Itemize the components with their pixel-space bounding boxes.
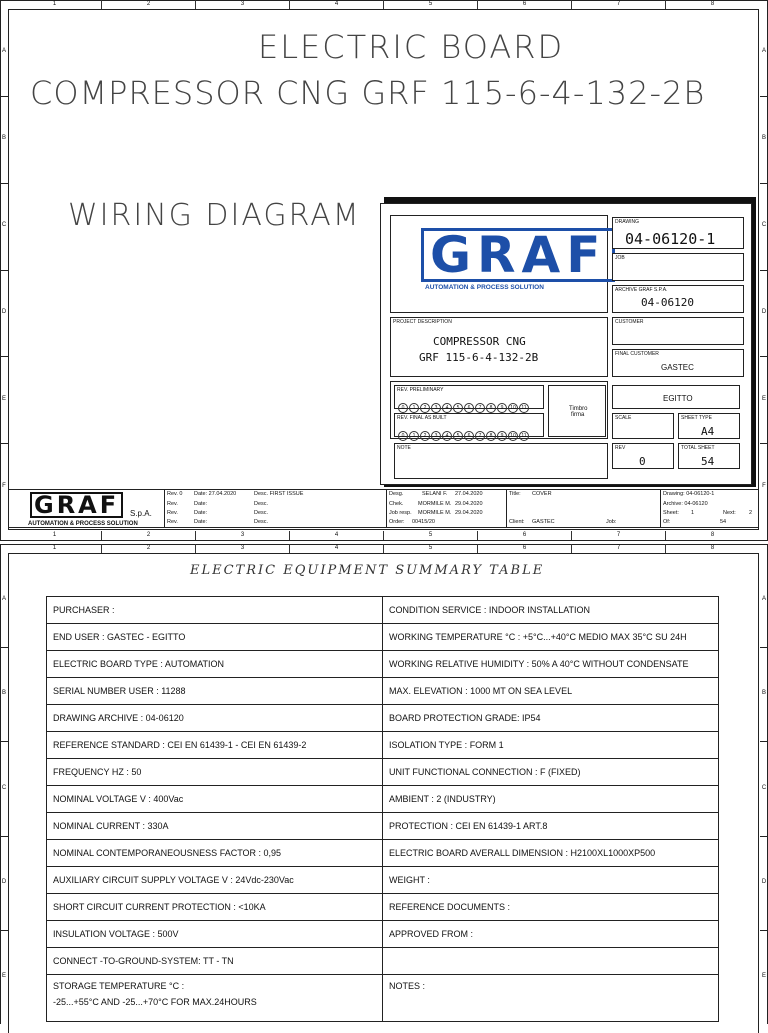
footer-date3: Date: bbox=[194, 519, 208, 525]
project-description-box bbox=[390, 317, 608, 377]
footer-client-value: GASTEC bbox=[532, 519, 555, 525]
table-row bbox=[47, 759, 719, 786]
summary-right-cell: CONDITION SERVICE : INDOOR INSTALLATION bbox=[383, 597, 719, 624]
project-line2: GRF 115-6-4-132-2B bbox=[419, 351, 539, 364]
rev-final-label: REV. FINAL AS BUILT bbox=[397, 415, 447, 421]
table-row bbox=[47, 678, 719, 705]
rev-circle: 9 bbox=[497, 403, 507, 413]
rev-box bbox=[612, 443, 674, 469]
table-row bbox=[47, 894, 719, 921]
footer-divider-4 bbox=[660, 489, 661, 527]
table-row bbox=[47, 651, 719, 678]
archive-number: 04-06120 bbox=[641, 296, 694, 309]
rev-final-box bbox=[394, 413, 544, 437]
row-marker: D bbox=[1, 308, 7, 315]
row-marker: C bbox=[1, 784, 7, 791]
column-marker: 3 bbox=[195, 531, 289, 540]
summary-left-cell: INSULATION VOLTAGE : 500V bbox=[47, 921, 383, 948]
column-marker: 1 bbox=[52, 532, 57, 538]
final-customer-label: FINAL CUSTOMER bbox=[615, 351, 659, 357]
footer-chek-name: MORMILE M. bbox=[418, 501, 452, 507]
row-marker: A bbox=[1, 596, 6, 603]
notes-cell bbox=[383, 975, 719, 1022]
row-tick bbox=[0, 443, 8, 444]
table-row bbox=[47, 786, 719, 813]
row-marker: B bbox=[761, 690, 766, 697]
row-marker: A bbox=[1, 48, 6, 55]
job-box bbox=[612, 253, 744, 281]
logo-box bbox=[390, 215, 608, 313]
summary-left-cell: NOMINAL CURRENT : 330A bbox=[47, 813, 383, 840]
summary-right-cell: WORKING TEMPERATURE °C : +5°C...+40°C MEDIO MAX 35°C SU 24H bbox=[383, 624, 719, 651]
column-marker: 5 bbox=[383, 0, 477, 9]
stamp-label-1: Timbro bbox=[569, 406, 588, 412]
rev-circle: 3 bbox=[431, 403, 441, 413]
row-marker: B bbox=[1, 135, 6, 142]
column-ruler-top bbox=[8, 0, 759, 9]
summary-right-cell bbox=[383, 948, 719, 975]
scale-box bbox=[612, 413, 674, 439]
summary-left-cell: DRAWING ARCHIVE : 04-06120 bbox=[47, 705, 383, 732]
footer-job-label: Job: bbox=[606, 519, 617, 525]
row-marker: C bbox=[761, 222, 767, 229]
egitto-value: EGITTO bbox=[663, 394, 693, 403]
rev-circle: 2 bbox=[420, 431, 430, 441]
row-tick bbox=[760, 183, 768, 184]
footer-rev0-desc: Desc. FIRST ISSUE bbox=[254, 491, 304, 497]
row-tick bbox=[0, 183, 8, 184]
footer-top-line bbox=[8, 489, 759, 490]
rev-circle: 9 bbox=[497, 431, 507, 441]
footer-date1: Date: bbox=[194, 501, 208, 507]
row-marker: A bbox=[761, 48, 766, 55]
row-marker: B bbox=[1, 690, 6, 697]
row-tick bbox=[0, 270, 8, 271]
rev-circle: 8 bbox=[486, 431, 496, 441]
footer-order-value: 00415/20 bbox=[412, 519, 435, 525]
graf-logo: GRAF bbox=[421, 228, 615, 282]
column-marker: 6 bbox=[477, 544, 571, 553]
summary-left-cell: PURCHASER : bbox=[47, 597, 383, 624]
final-customer-value: GASTEC bbox=[661, 363, 694, 372]
column-marker: 3 bbox=[195, 544, 289, 553]
row-tick bbox=[0, 741, 8, 742]
footer-sheet-value: 1 bbox=[691, 510, 695, 516]
rev-circle: 8 bbox=[486, 403, 496, 413]
column-marker: 4 bbox=[289, 0, 383, 9]
row-marker: D bbox=[761, 308, 767, 315]
row-marker: A bbox=[761, 596, 766, 603]
table-row bbox=[47, 597, 719, 624]
summary-left-cell: ELECTRIC BOARD TYPE : AUTOMATION bbox=[47, 651, 383, 678]
drawing-label: DRAWING bbox=[615, 219, 639, 225]
rev-value: 0 bbox=[639, 455, 646, 468]
summary-right-cell: MAX. ELEVATION : 1000 MT ON SEA LEVEL bbox=[383, 678, 719, 705]
cover-title-line1: ELECTRIC BOARD bbox=[258, 28, 565, 66]
scale-label: SCALE bbox=[615, 415, 632, 421]
footer-title-label: Title: bbox=[509, 491, 521, 497]
column-ruler-bottom bbox=[8, 531, 759, 540]
row-marker: C bbox=[761, 784, 767, 791]
table-row bbox=[47, 867, 719, 894]
column-marker: 6 bbox=[477, 0, 571, 9]
storage-line1: STORAGE TEMPERATURE °C : bbox=[53, 981, 185, 991]
footer-graf-logo: GRAF bbox=[30, 492, 123, 518]
note-box bbox=[394, 443, 608, 479]
table-row bbox=[47, 921, 719, 948]
summary-right-cell: ELECTRIC BOARD AVERALL DIMENSION : H2100XL1000XP500 bbox=[383, 840, 719, 867]
rev-circle: 6 bbox=[464, 431, 474, 441]
row-marker: F bbox=[2, 482, 6, 489]
summary-table bbox=[46, 596, 719, 1022]
column-marker: 2 bbox=[101, 544, 195, 553]
row-marker: E bbox=[1, 972, 6, 979]
footer-desc3: Desc. bbox=[254, 519, 269, 525]
logo-tagline: AUTOMATION & PROCESS SOLUTION bbox=[425, 284, 544, 291]
row-tick bbox=[760, 836, 768, 837]
job-label: JOB bbox=[615, 255, 625, 261]
summary-right-cell: WEIGHT : bbox=[383, 867, 719, 894]
column-marker: 4 bbox=[289, 544, 383, 553]
summary-right-cell: ISOLATION TYPE : FORM 1 bbox=[383, 732, 719, 759]
footer-order: Order: bbox=[389, 519, 405, 525]
summary-left-cell: CONNECT -TO-GROUND-SYSTEM: TT - TN bbox=[47, 948, 383, 975]
rev-circle: 7 bbox=[475, 431, 485, 441]
row-tick bbox=[0, 356, 8, 357]
summary-left-cell: AUXILIARY CIRCUIT SUPPLY VOLTAGE V : 24Vdc-230Vac bbox=[47, 867, 383, 894]
summary-right-cell: APPROVED FROM : bbox=[383, 921, 719, 948]
column-marker: 6 bbox=[477, 531, 571, 540]
cover-subtitle: WIRING DIAGRAM bbox=[68, 198, 361, 233]
row-marker: E bbox=[761, 395, 766, 402]
rev-circle: 3 bbox=[431, 431, 441, 441]
footer-date2: Date: bbox=[194, 510, 208, 516]
archive-box bbox=[612, 285, 744, 313]
footer-desc1: Desc. bbox=[254, 501, 269, 507]
row-tick bbox=[760, 96, 768, 97]
column-marker: 3 bbox=[195, 0, 289, 9]
footer-spa: S.p.A. bbox=[130, 509, 152, 518]
stamp-label-2: firma bbox=[571, 412, 585, 418]
table-row bbox=[47, 813, 719, 840]
footer-rev0-date: Date: 27.04.2020 bbox=[194, 491, 237, 497]
customer-box bbox=[612, 317, 744, 345]
project-label: PROJECT DESCRIPTION bbox=[393, 319, 452, 325]
row-tick bbox=[760, 443, 768, 444]
rev-circle: 5 bbox=[453, 403, 463, 413]
row-tick bbox=[760, 356, 768, 357]
table-row bbox=[47, 705, 719, 732]
column-marker: 7 bbox=[571, 0, 665, 9]
row-tick bbox=[0, 96, 8, 97]
sheet-type-label: SHEET TYPE bbox=[681, 415, 712, 421]
footer-desg: Desg. bbox=[389, 491, 404, 497]
sheet-type-box bbox=[678, 413, 740, 439]
footer-client-label: Client: bbox=[509, 519, 525, 525]
total-sheet-value: 54 bbox=[701, 455, 715, 468]
row-tick bbox=[0, 836, 8, 837]
rev-circle: 10 bbox=[508, 431, 518, 441]
row-tick bbox=[760, 741, 768, 742]
rev-circle: 1 bbox=[409, 403, 419, 413]
rev-circle: 4 bbox=[442, 403, 452, 413]
table-row bbox=[47, 732, 719, 759]
summary-right-cell: UNIT FUNCTIONAL CONNECTION : F (FIXED) bbox=[383, 759, 719, 786]
rev-circle: 11 bbox=[519, 431, 529, 441]
rev-circle: 6 bbox=[464, 403, 474, 413]
row-marker: D bbox=[761, 878, 767, 885]
rev-preliminary-circles bbox=[398, 396, 530, 414]
storage-line2: -25...+55°C AND -25...+70°C FOR MAX.24HOURS bbox=[53, 997, 257, 1007]
archive-label: ARCHIVE GRAF S.P.A. bbox=[615, 287, 668, 293]
rev-preliminary-label: REV. PRELIMINARY bbox=[397, 387, 444, 393]
column-marker: 5 bbox=[383, 544, 477, 553]
note-label: NOTE bbox=[397, 445, 411, 451]
footer-archive: Archive: 04-06120 bbox=[663, 501, 708, 507]
summary-left-cell: FREQUENCY HZ : 50 bbox=[47, 759, 383, 786]
total-sheet-label: TOTAL SHEET bbox=[681, 445, 715, 451]
summary-left-cell: REFERENCE STANDARD : CEI EN 61439-1 - CEI EN 61439-2 bbox=[47, 732, 383, 759]
column-marker: 1 bbox=[52, 545, 57, 551]
summary-left-cell: SERIAL NUMBER USER : 11288 bbox=[47, 678, 383, 705]
rev-circle: 10 bbox=[508, 403, 518, 413]
rev-preliminary-box bbox=[394, 385, 544, 409]
footer-desc2: Desc. bbox=[254, 510, 269, 516]
row-tick bbox=[0, 647, 8, 648]
footer-desg-date: 27.04.2020 bbox=[455, 491, 483, 497]
sheet-type-value: A4 bbox=[701, 425, 715, 438]
column-marker: 4 bbox=[289, 531, 383, 540]
row-marker: E bbox=[761, 972, 766, 979]
footer-sheet-label: Sheet: bbox=[663, 510, 679, 516]
footer-job-resp: Job resp. bbox=[389, 510, 412, 516]
summary-right-cell: PROTECTION : CEI EN 61439-1 ART.8 bbox=[383, 813, 719, 840]
column-marker: 7 bbox=[571, 531, 665, 540]
footer-chek-date: 29.04.2020 bbox=[455, 501, 483, 507]
column-marker: 2 bbox=[101, 0, 195, 9]
row-tick bbox=[760, 647, 768, 648]
rev-final-circles bbox=[398, 424, 530, 442]
summary-right-cell: REFERENCE DOCUMENTS : bbox=[383, 894, 719, 921]
row-marker: F bbox=[762, 482, 766, 489]
footer-divider-1 bbox=[164, 489, 165, 527]
row-marker: D bbox=[1, 878, 7, 885]
row-tick bbox=[0, 930, 8, 931]
table-row bbox=[47, 840, 719, 867]
rev-circle: 0 bbox=[398, 403, 408, 413]
summary-left-cell: SHORT CIRCUIT CURRENT PROTECTION : <10KA bbox=[47, 894, 383, 921]
column-marker: 5 bbox=[383, 531, 477, 540]
customer-label: CUSTOMER bbox=[615, 319, 644, 325]
rev-circle: 11 bbox=[519, 403, 529, 413]
summary-title: ELECTRIC EQUIPMENT SUMMARY TABLE bbox=[190, 563, 545, 578]
row-tick bbox=[760, 930, 768, 931]
table-row bbox=[47, 624, 719, 651]
footer-next-value: 2 bbox=[749, 510, 753, 516]
footer-drawing: Drawing: 04-06120-1 bbox=[663, 491, 715, 497]
footer-job-resp-name: MORMILE M. bbox=[418, 510, 452, 516]
column-marker: 1 bbox=[52, 1, 57, 7]
column-ruler-top-2 bbox=[8, 544, 759, 553]
egitto-box bbox=[612, 385, 740, 409]
column-marker: 7 bbox=[571, 544, 665, 553]
summary-left-cell: NOMINAL VOLTAGE V : 400Vac bbox=[47, 786, 383, 813]
footer-chek: Chek. bbox=[389, 501, 404, 507]
footer-divider-2 bbox=[386, 489, 387, 527]
column-marker: 2 bbox=[101, 531, 195, 540]
rev-label: REV bbox=[615, 445, 626, 451]
notes-label: NOTES : bbox=[389, 981, 426, 991]
rev-circle: 2 bbox=[420, 403, 430, 413]
footer-of-label: Of: bbox=[663, 519, 671, 525]
column-marker: 8 bbox=[665, 544, 759, 553]
footer-tagline: AUTOMATION & PROCESS SOLUTION bbox=[28, 521, 138, 527]
stamp-box bbox=[548, 385, 606, 437]
rev-circle: 4 bbox=[442, 431, 452, 441]
table-row bbox=[47, 948, 719, 975]
footer-job-resp-date: 29.04.2020 bbox=[455, 510, 483, 516]
project-line1: COMPRESSOR CNG bbox=[433, 335, 526, 348]
rev-circle: 0 bbox=[398, 431, 408, 441]
drawing-number: 04-06120-1 bbox=[625, 230, 716, 248]
summary-right-cell: WORKING RELATIVE HUMIDITY : 50% A 40°C WITHOUT CONDENSATE bbox=[383, 651, 719, 678]
summary-right-cell: BOARD PROTECTION GRADE: IP54 bbox=[383, 705, 719, 732]
rev-circle: 7 bbox=[475, 403, 485, 413]
footer-rev0: Rev. 0 bbox=[167, 491, 183, 497]
row-marker: E bbox=[1, 395, 6, 402]
row-marker: B bbox=[761, 135, 766, 142]
cover-title-line2: COMPRESSOR CNG GRF 115-6-4-132-2B bbox=[30, 74, 706, 112]
column-marker: 8 bbox=[665, 531, 759, 540]
row-tick bbox=[760, 270, 768, 271]
footer-rev1: Rev. bbox=[167, 501, 178, 507]
row-marker: C bbox=[1, 222, 7, 229]
rev-circle: 1 bbox=[409, 431, 419, 441]
footer-rev2: Rev. bbox=[167, 510, 178, 516]
footer-rev3: Rev. bbox=[167, 519, 178, 525]
rev-circle: 5 bbox=[453, 431, 463, 441]
footer-of-value: 54 bbox=[720, 519, 727, 525]
footer-title-value: COVER bbox=[532, 491, 552, 497]
storage-cell bbox=[47, 975, 383, 1022]
final-customer-box bbox=[612, 349, 744, 377]
footer-next-label: Next: bbox=[723, 510, 736, 516]
summary-right-cell: AMBIENT : 2 (INDUSTRY) bbox=[383, 786, 719, 813]
summary-left-cell: END USER : GASTEC - EGITTO bbox=[47, 624, 383, 651]
summary-left-cell: NOMINAL CONTEMPORANEOUSNESS FACTOR : 0,95 bbox=[47, 840, 383, 867]
footer-desg-name: SELANI F. bbox=[422, 491, 448, 497]
footer-divider-3 bbox=[506, 489, 507, 527]
column-marker: 8 bbox=[665, 0, 759, 9]
table-row bbox=[47, 975, 719, 1022]
total-sheet-box bbox=[678, 443, 740, 469]
footer-bottom-line bbox=[8, 527, 759, 528]
drawing-box bbox=[612, 217, 744, 249]
